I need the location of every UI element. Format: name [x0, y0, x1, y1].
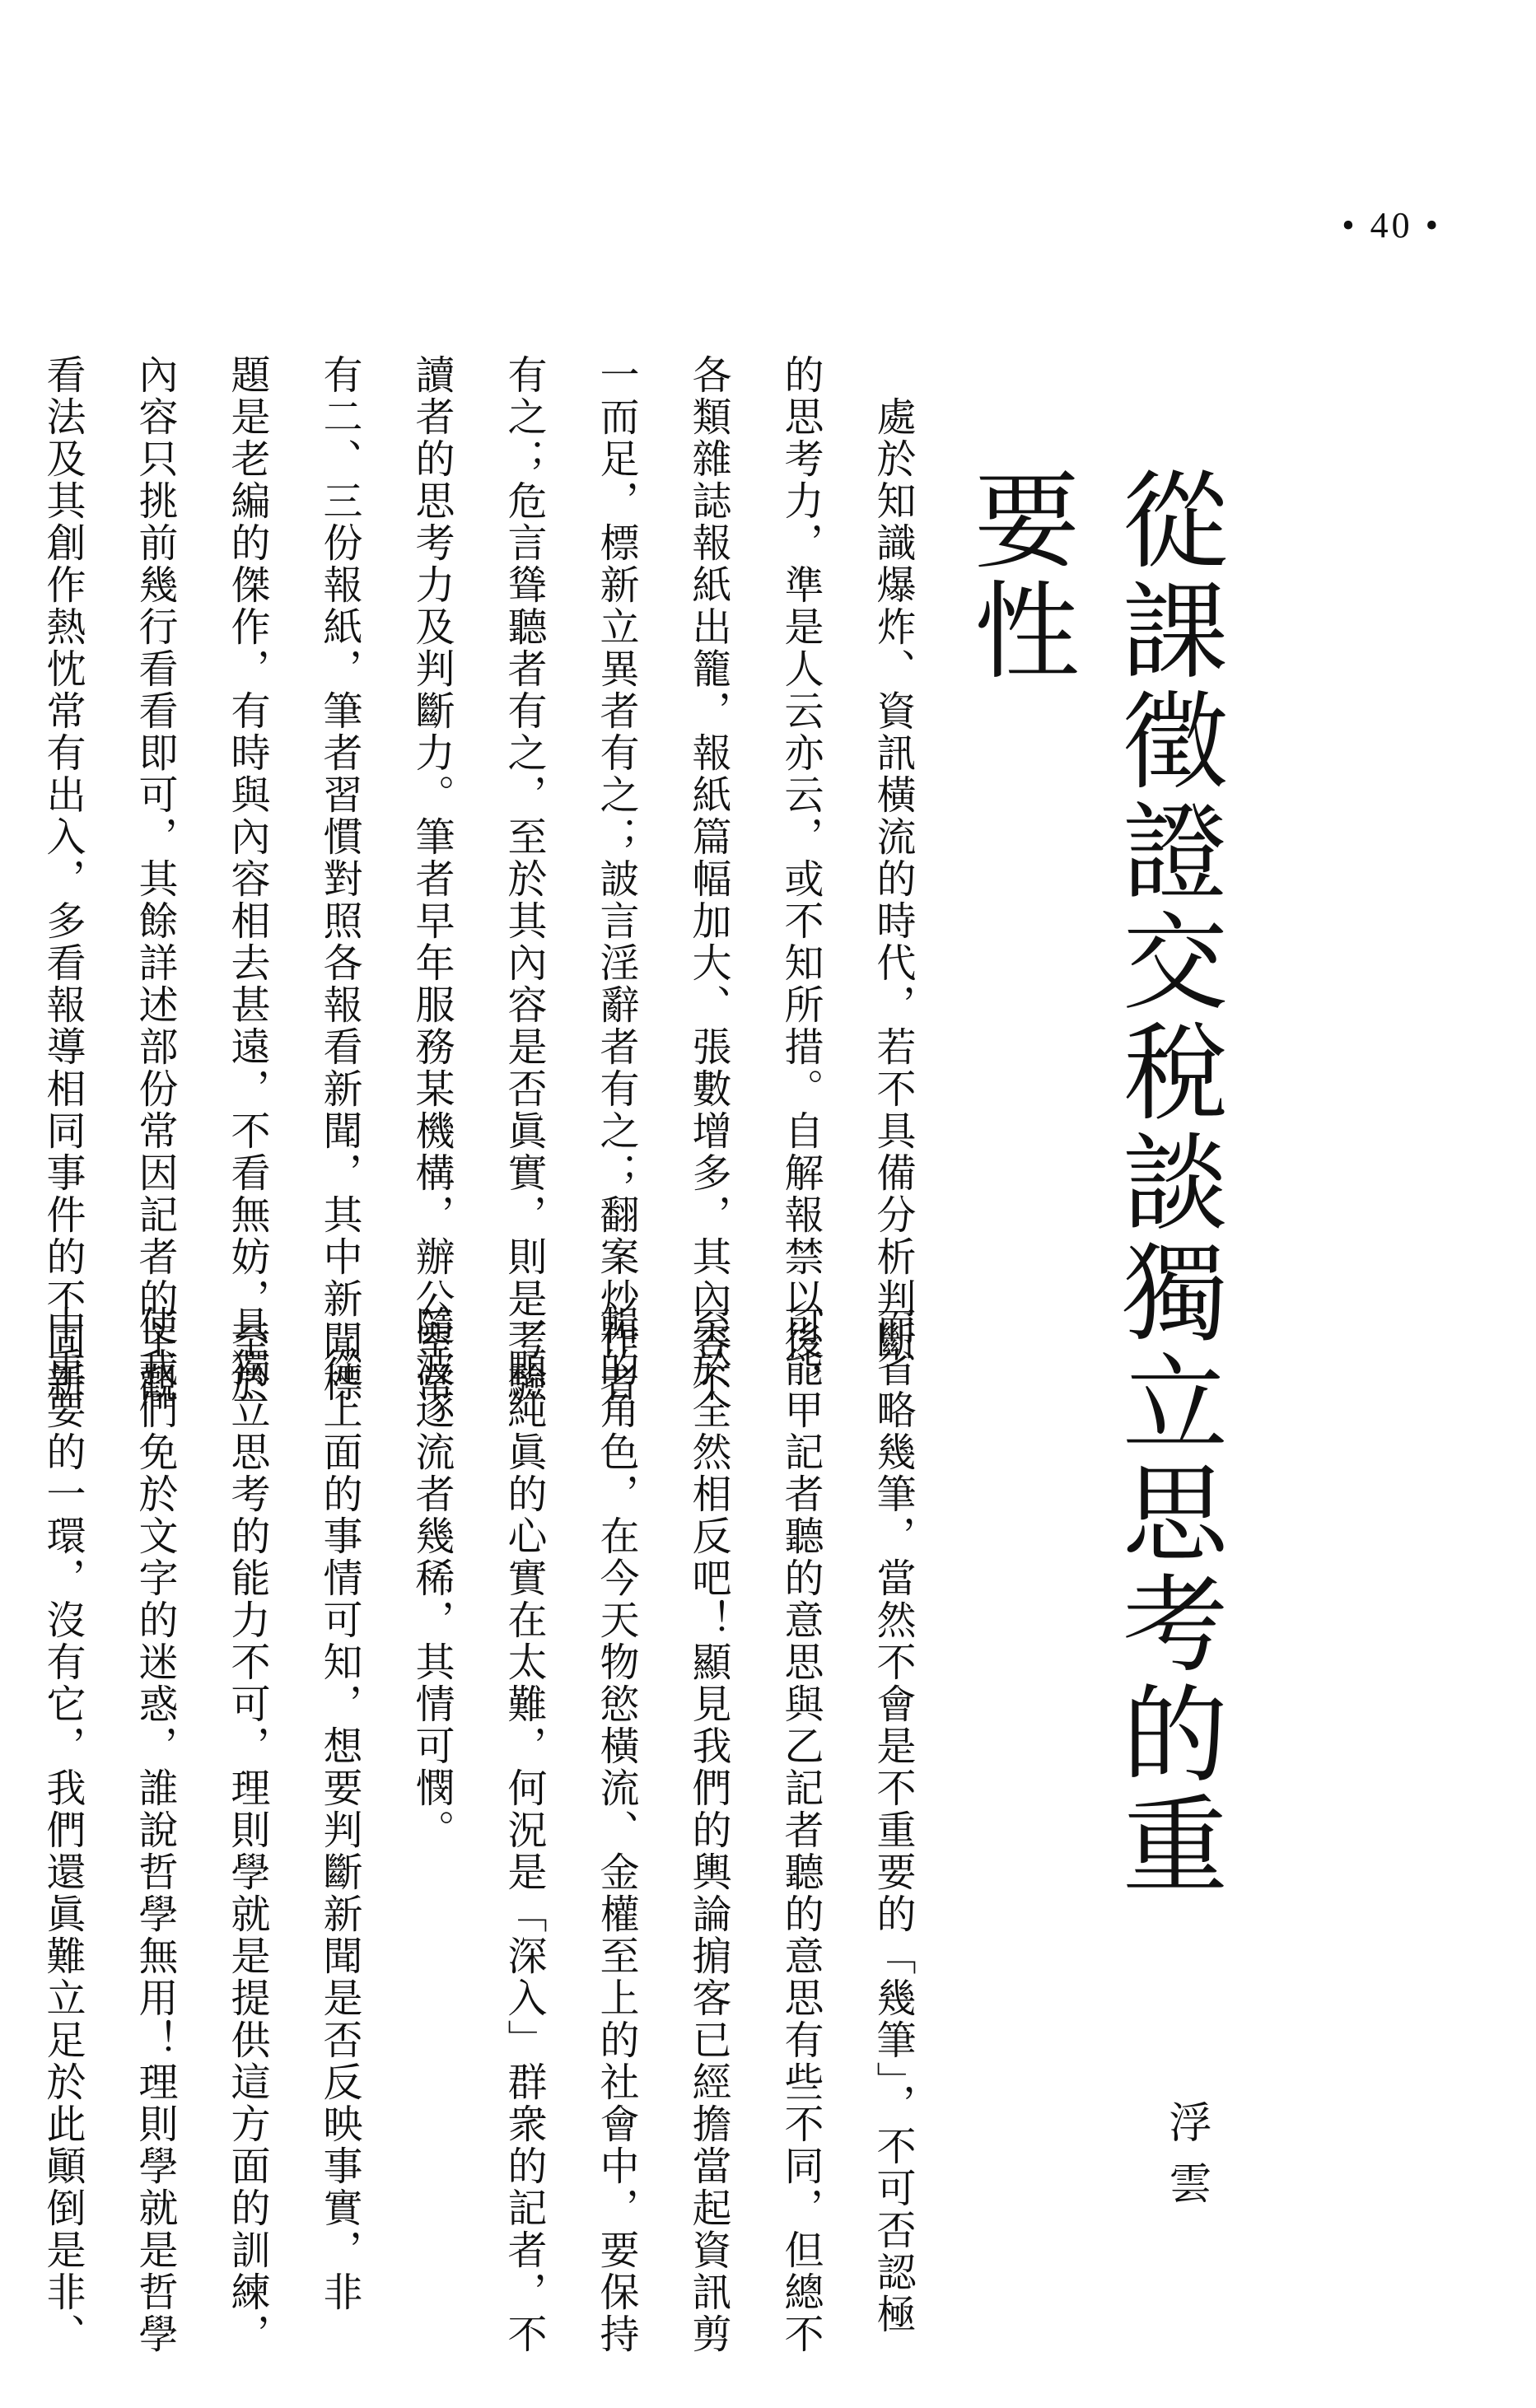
author-name: 浮雲: [1161, 2100, 1211, 2222]
text-column: 題是老編的傑作，有時與內容相去甚遠，不看無妨，至於: [224, 354, 270, 1404]
text-column: 而省略幾筆，當然不會是不重要的「幾筆」，不可否認極: [870, 1305, 916, 2336]
text-column: 的思考力，準是人云亦云，或不知所措。自解報禁以後，: [777, 354, 824, 1404]
text-column: 看法及其創作熱忱常有出入，多看報導相同事件的不同新: [40, 354, 86, 1404]
body-text-upper: [40, 354, 939, 1404]
body-text-lower: [40, 1305, 939, 2355]
text-column: 一顆純眞的心實在太難，何況是「深入」群衆的記者，不: [501, 1305, 547, 2355]
text-column: 輯的角色，在今天物慾橫流、金權至上的社會中，要保持: [593, 1305, 639, 2355]
text-column: 處於知識爆炸、資訊橫流的時代，若不具備分析判斷: [870, 354, 916, 1362]
text-column: 從上面的事情可知，想要判斷新聞是否反映事實，非: [316, 1305, 362, 2313]
text-column: 可能甲記者聽的意思與乙記者聽的意思有些不同，但總不: [777, 1305, 824, 2355]
text-column: 至於全然相反吧！顯見我們的輿論掮客已經擔當起資訊剪: [685, 1305, 731, 2355]
text-column: 內容只挑前幾行看看即可，其餘詳述部份常因記者的主觀: [132, 354, 178, 1404]
text-column: 使我們免於文字的迷惑，誰說哲學無用！理則學就是哲學: [132, 1305, 178, 2355]
text-column: 有二、三份報紙，筆者習慣對照各報看新聞，其中新聞標: [316, 354, 362, 1404]
text-column: 有之；危言聳聽者有之，至於其內容是否眞實，則是考驗: [501, 354, 547, 1404]
article-title: 從課徵證交稅談獨立思考的重要性: [956, 465, 1227, 1900]
text-column: 具獨立思考的能力不可，理則學就是提供這方面的訓練，: [224, 1305, 270, 2355]
text-column: [0, 1305, 16, 2331]
text-column: 中重要的一環，沒有它，我們還眞難立足於此顚倒是非、: [40, 1305, 86, 2355]
text-column: 讀者的思考力及判斷力。筆者早年服務某機構，辦公室常: [409, 354, 455, 1404]
text-column: 各類雜誌報紙出籠，報紙篇幅加大、張數增多，其內容不: [685, 354, 731, 1404]
text-column: [0, 354, 16, 1297]
page-number: • 40 •: [1342, 205, 1441, 245]
text-column: 隨波逐流者幾稀，其情可憫。: [409, 1305, 455, 1851]
text-column: 一而足，標新立異者有之；詖言淫辭者有之；翻案炒作者: [593, 354, 639, 1404]
